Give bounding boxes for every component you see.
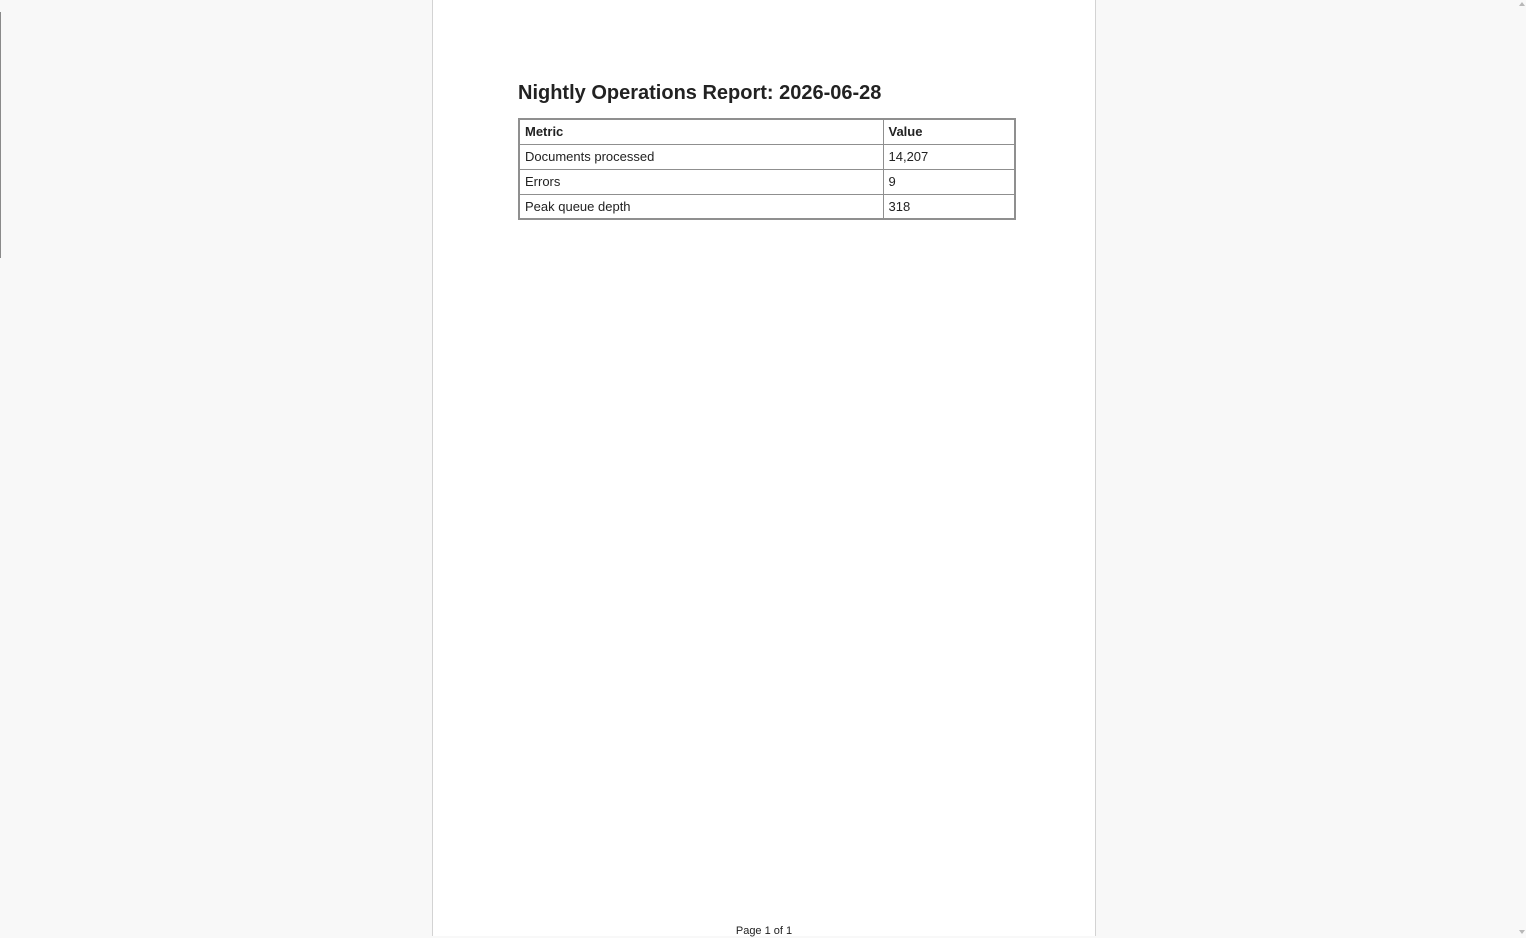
table-row — [519, 194, 1015, 219]
metric-cell: Documents processed — [519, 144, 883, 169]
metric-column-header: Metric — [519, 119, 883, 144]
report-title: Nightly Operations Report: 2026-06-28 — [518, 82, 882, 104]
table-header-row — [519, 119, 1015, 144]
table-row — [519, 169, 1015, 194]
metrics-table — [518, 118, 1016, 220]
value-cell: 14,207 — [883, 144, 1015, 169]
value-cell: 318 — [883, 194, 1015, 219]
table-row — [519, 144, 1015, 169]
document-page — [432, 0, 1096, 936]
value-cell: 9 — [883, 169, 1015, 194]
scroll-down-icon[interactable] — [1519, 930, 1525, 934]
metric-cell: Errors — [519, 169, 883, 194]
scroll-up-icon[interactable] — [1519, 2, 1525, 6]
metric-cell: Peak queue depth — [519, 194, 883, 219]
value-column-header: Value — [883, 119, 1015, 144]
vertical-scrollbar[interactable] — [1518, 0, 1526, 936]
page-number-footer: Page 1 of 1 — [735, 925, 793, 937]
left-edge-divider — [0, 12, 1, 258]
